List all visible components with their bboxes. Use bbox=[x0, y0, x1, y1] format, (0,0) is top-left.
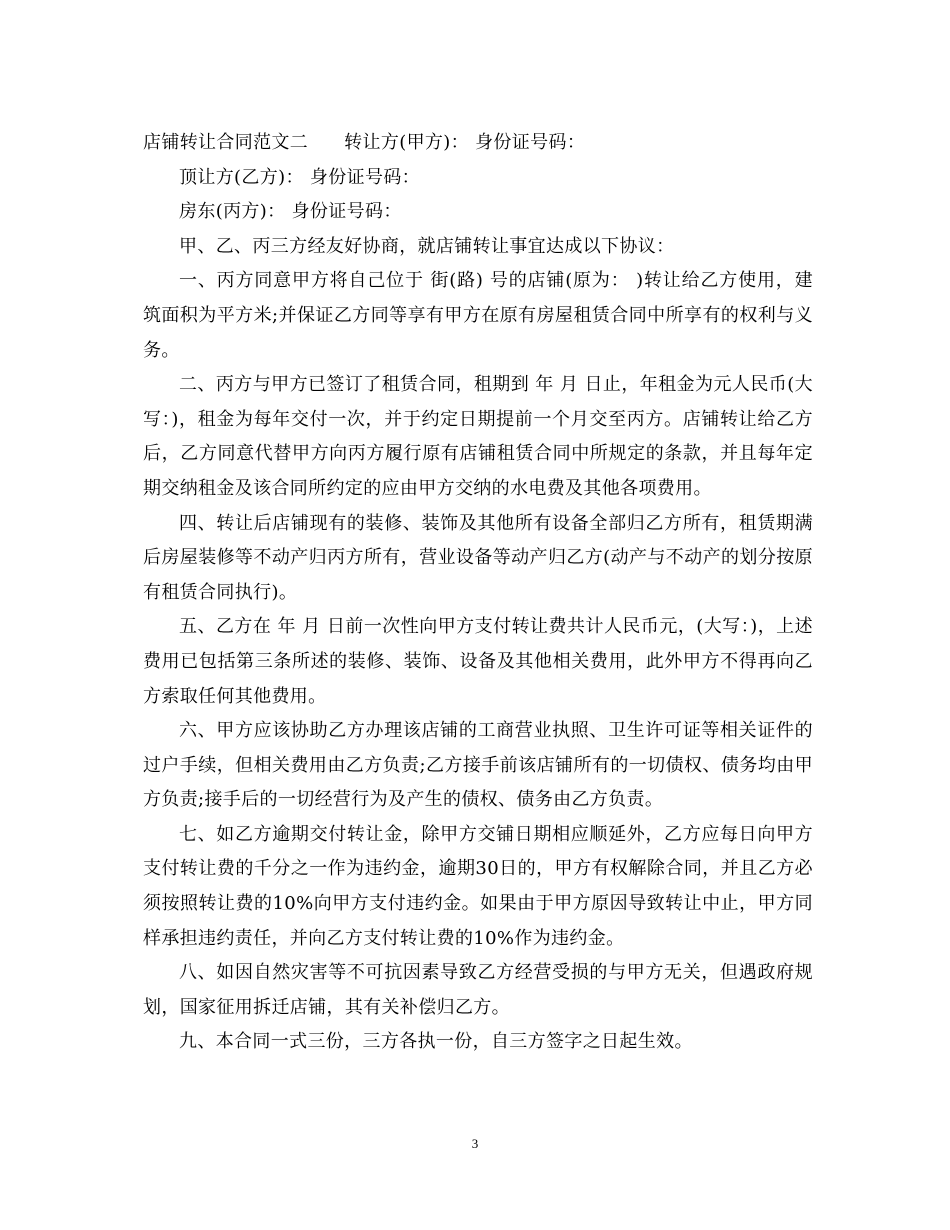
agreement-intro: 甲、乙、丙三方经友好协商，就店铺转让事宜达成以下协议： bbox=[179, 235, 675, 257]
clause-9: 九、本合同一式三份，三方各执一份，自三方签字之日起生效。 bbox=[179, 1031, 693, 1053]
document-title: 店铺转让合同范文二 bbox=[143, 132, 309, 153]
clause-8: 八、如因自然灾害等不可抗因素导致乙方经营受损的与甲方无关，但遇政府规划，国家征用拆迁店铺，其有关补偿归乙方。 bbox=[143, 962, 813, 1018]
page-number: 3 bbox=[471, 1136, 479, 1151]
clause-6: 六、甲方应该协助乙方办理该店铺的工商营业执照、卫生许可证等相关证件的过户手续，但相关费用由乙方负责;乙方接手前该店铺所有的一切债权、债务均由甲方负责;接手后的一切经营行为及产生的债权、债务由乙方负责。 bbox=[143, 720, 813, 811]
clause-1: 一、丙方同意甲方将自己位于 街(路) 号的店铺(原为： )转让给乙方使用，建筑面积为平方米;并保证乙方同等享有甲方在原有房屋租赁合同中所享有的权利与义务。 bbox=[143, 270, 813, 361]
party-b-line: 顶让方(乙方)： 身份证号码： bbox=[179, 166, 421, 188]
party-a-line: 转让方(甲方)： 身份证号码： bbox=[344, 132, 586, 153]
party-c-line: 房东(丙方)： 身份证号码： bbox=[179, 201, 402, 223]
clause-4: 四、转让后店铺现有的装修、装饰及其他所有设备全部归乙方所有，租赁期满后房屋装修等不动产归丙方所有，营业设备等动产归乙方(动产与不动产的划分按原有租赁合同执行)。 bbox=[143, 512, 813, 603]
clause-5: 五、乙方在 年 月 日前一次性向甲方支付转让费共计人民币元，(大写：)，上述费用已包括第三条所述的装修、装饰、设备及其他相关费用，此外甲方不得再向乙方索取任何其他费用。 bbox=[143, 616, 813, 707]
clause-7: 七、如乙方逾期交付转让金，除甲方交铺日期相应顺延外，乙方应每日向甲方支付转让费的千分之一作为违约金，逾期30日的，甲方有权解除合同，并且乙方必须按照转让费的10%向甲方支付违约金。如果由于甲方原因导致转让中止，甲方同样承担违约责任，并向乙方支付转让费的10%作为违约金。 bbox=[143, 823, 813, 949]
contract-body bbox=[143, 126, 813, 1060]
title-line bbox=[143, 126, 813, 161]
clause-2: 二、丙方与甲方已签订了租赁合同，租期到 年 月 日止，年租金为元人民币(大写：)，租金为每年交付一次，并于约定日期提前一个月交至丙方。店铺转让给乙方后，乙方同意代替甲方向丙方履行原有店铺租赁合同中所规定的条款，并且每年定期交纳租金及该合同所约定的应由甲方交纳的水电费及其他各项费用。 bbox=[143, 374, 813, 499]
